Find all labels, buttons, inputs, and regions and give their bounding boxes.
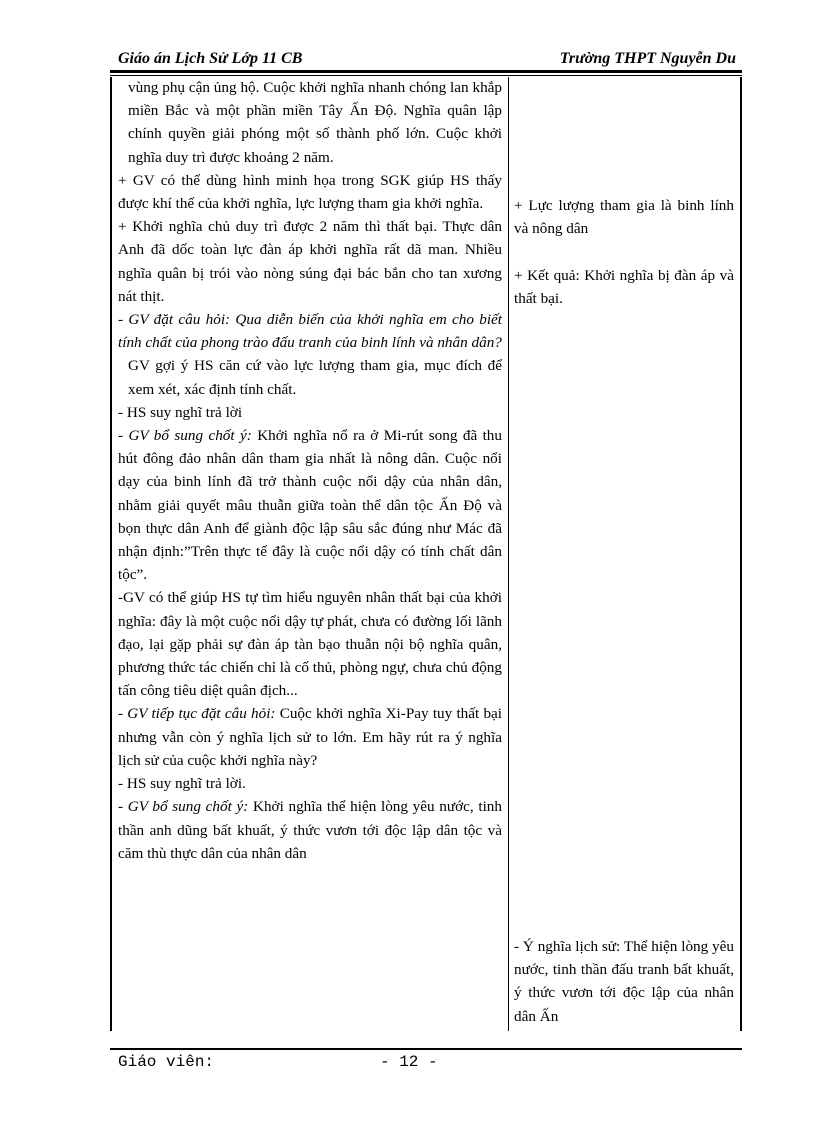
page-number: - 12 -: [380, 1053, 438, 1071]
paragraph-7-lead: - GV bổ sung chốt ý:: [118, 427, 252, 445]
paragraph-1: vùng phụ cận ủng hộ. Cuộc khởi nghĩa nhanh chóng lan khắp miền Bắc và một phần miền Tây Ấn Độ. Nghĩa quân lập chính quyền giải phóng một số thành phố lớn. Cuộc khởi nghĩa duy trì được khoảng 2 năm.: [128, 79, 502, 166]
header-school: Trường THPT Nguyễn Du: [559, 50, 736, 67]
paragraph-2: [118, 169, 502, 215]
header-rule: [110, 70, 742, 73]
paragraph-3: + Khởi nghĩa chủ duy trì được 2 năm thì thất bại. Thực dân Anh đã dốc toàn lực đàn áp khởi nghĩa rất dã man. Nhiều nghĩa quân bị trói vào nòng súng đại bác bắn cho tan xương nát thịt.: [118, 218, 502, 305]
lesson-table: [110, 77, 742, 1031]
paragraph-2-text: + GV có thể dùng hình minh họa trong SGK giúp HS thấy được khí thế của khởi nghĩa, lực lượng tham gia khởi nghĩa.: [118, 171, 502, 213]
note-result: + Kết quả: Khởi nghĩa bị đàn áp và thất bại.: [514, 267, 734, 308]
paragraph-8: -GV có thể giúp HS tự tìm hiểu nguyên nhân thất bại của khởi nghĩa: đây là một cuộc nổi dậy tự phát, chưa có đường lối lãnh đạo, lại gặp phải sự đàn áp tàn bạo thuẫn nội bộ nghĩa quân, phương thức tác chiến chỉ là cố thủ, phòng ngự, chưa chủ động tấn công tiêu diệt quân địch...: [118, 589, 502, 700]
paragraph-6: - HS suy nghĩ trả lời: [118, 403, 243, 421]
footer-rule: [110, 1048, 742, 1050]
paragraph-9-text: Cuộc khởi nghĩa Xi-Pay tuy thất bại nhưng vẫn còn ý nghĩa lịch sử to lớn. Em hãy rút ra ý nghĩa lịch sử của cuộc khởi nghĩa này?: [118, 705, 502, 769]
paragraph-9: [118, 702, 502, 772]
paragraph-7: [118, 424, 502, 586]
footer-teacher: Giáo viên:: [118, 1053, 215, 1071]
column-divider: [508, 77, 509, 1031]
note-significance: - Ý nghĩa lịch sử: Thể hiện lòng yêu nước, tinh thần đấu tranh bất khuất, ý thức vươn tới độc lập của nhân dân Ấn: [514, 938, 734, 1025]
teacher-activity-column: [118, 77, 502, 865]
note-forces: + Lực lượng tham gia là binh lính và nông dân: [514, 197, 734, 238]
question-1: - GV đặt câu hỏi: Qua diễn biến của khởi nghĩa em cho biết tính chất của phong trào đấu tranh của binh lính và nhân dân?: [118, 311, 502, 352]
paragraph-11: [118, 795, 502, 865]
page-header: [110, 48, 742, 70]
paragraph-11-text: Khởi nghĩa thể hiện lòng yêu nước, tinh thần anh dũng bất khuất, ý thức vươn tới độc lập dân tộc và căm thù thực dân của nhân dân: [118, 798, 502, 862]
paragraph-7-text: Khởi nghĩa nổ ra ở Mi-rút song đã thu hút đông đảo nhân dân tham gia nhất là nông dân. Cuộc nổi dạy của binh lính đã trở thành cuộc nổi dậy của nhân dân, nhằm giải quyết mâu thuẫn giữa toàn thể dân tộc Ấn Độ và bọn thực dân Anh để giành độc lập sâu sắc đúng như Mác đã nhận định:”Trên thực tế đây là cuộc nổi dậy có tính chất dân tộc”.: [118, 427, 502, 584]
paragraph-9-lead: - GV tiếp tục đặt câu hỏi:: [118, 705, 276, 723]
header-title: Giáo án Lịch Sử Lớp 11 CB: [118, 50, 303, 67]
paragraph-10: - HS suy nghĩ trả lời.: [118, 775, 246, 793]
paragraph-5: GV gợi ý HS căn cứ vào lực lượng tham gia, mục đích để xem xét, xác định tính chất.: [128, 357, 502, 398]
paragraph-11-lead: - GV bổ sung chốt ý:: [118, 798, 249, 816]
